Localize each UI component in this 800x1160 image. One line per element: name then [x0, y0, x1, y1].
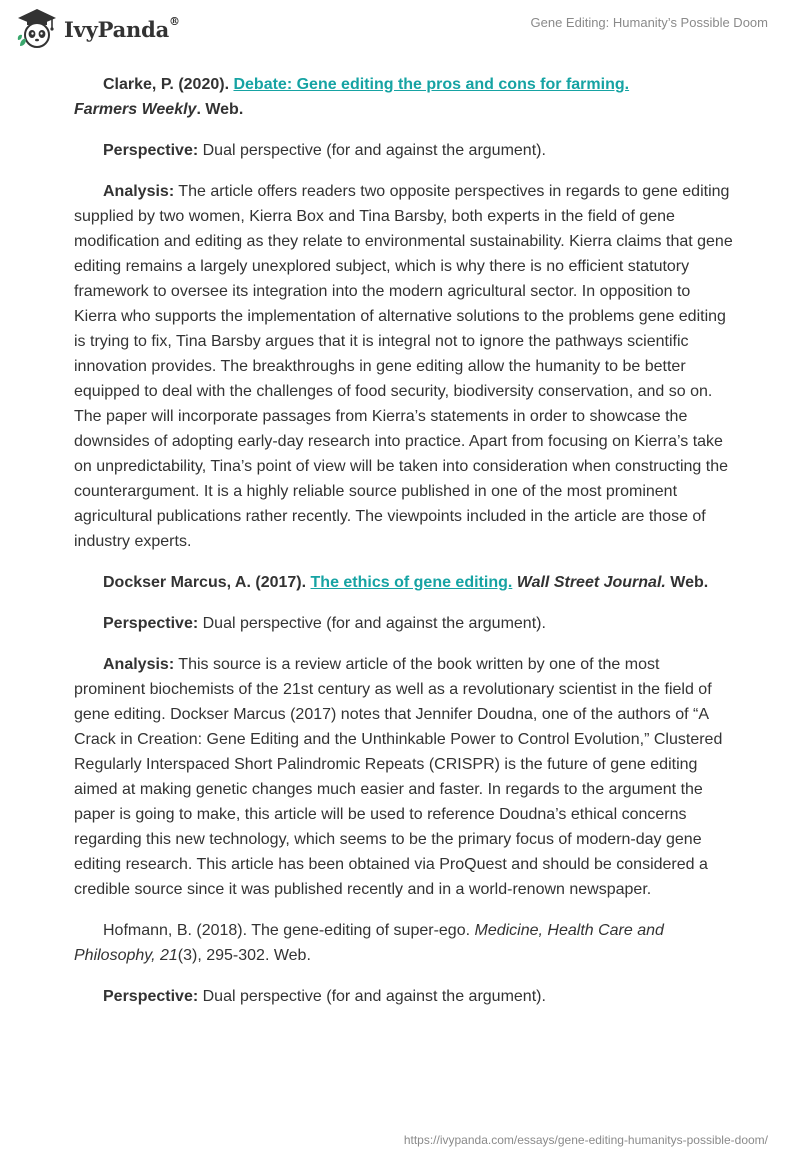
footer-url: https://ivypanda.com/essays/gene-editing-humanitys-possible-doom/ [403, 1133, 768, 1147]
analysis-text: This source is a review article of the book written by one of the most prominent biochemists of the 21st century as well as a revolutionary scientist in the field of gene editing. Dockser Marcus (2017) notes that Jennifer Doudna, one of the authors of “A Crack in Creation: Gene Editing and the Unthinkable Power to Control Evolution,” Clustered Regularly Interspaced Short Palindromic Repeats (CRISPR) is the future of gene editing aimed at making genetic changes much easier and faster. In regards to the argument the paper is going to make, this article will be used to reference Doudna’s ethical concerns regarding this new technology, which seems to be the primary focus of modern-day gene editing research. This article has been obtained via ProQuest and should be considered a credible source since it was published recently and in a world-renown newspaper. [74, 656, 723, 898]
perspective-label: Perspective: [103, 142, 199, 159]
document-body [74, 72, 734, 1025]
perspective-label: Perspective: [103, 988, 199, 1005]
source-link-clarke[interactable]: Debate: Gene editing the pros and cons for farming. [233, 76, 630, 93]
perspective-text: Dual perspective (for and against the argument). [198, 615, 546, 632]
perspective-clarke [74, 138, 734, 163]
registered-mark: ® [169, 14, 180, 28]
perspective-label: Perspective: [103, 615, 199, 632]
perspective-text: Dual perspective (for and against the argument). [198, 142, 546, 159]
citation-journal: Wall Street Journal. [516, 574, 666, 591]
citation-author: Dockser Marcus, A. (2017). [103, 574, 307, 591]
citation-author: Clarke, P. (2020). [103, 76, 230, 93]
citation-journal: Farmers Weekly [74, 101, 197, 118]
logo-text: IvyPanda® [64, 14, 180, 42]
page-header [0, 0, 800, 60]
document-title: Gene Editing: Humanity’s Possible Doom [530, 15, 768, 30]
citation-dockser-marcus [74, 570, 734, 595]
citation-clarke [74, 72, 734, 122]
citation-author: Hofmann, B. (2018). The gene-editing of super-ego. [103, 922, 475, 939]
analysis-label: Analysis: [103, 656, 175, 673]
citation-journal: Medicine, Health Care and Philosophy, 21 [74, 922, 664, 964]
perspective-dockser-marcus [74, 611, 734, 636]
perspective-text: Dual perspective (for and against the argument). [198, 988, 546, 1005]
citation-tail: Web. [670, 574, 709, 591]
analysis-label: Analysis: [103, 183, 175, 200]
citation-tail: (3), 295-302. Web. [177, 947, 311, 964]
ivypanda-logo[interactable] [14, 6, 180, 50]
citation-tail: . Web. [196, 101, 244, 118]
panda-graduation-icon [14, 6, 60, 50]
analysis-dockser-marcus [74, 652, 734, 902]
source-link-dockser-marcus[interactable]: The ethics of gene editing. [310, 574, 513, 591]
perspective-hofmann [74, 984, 734, 1009]
analysis-clarke [74, 179, 734, 554]
analysis-text: The article offers readers two opposite perspectives in regards to gene editing supplied by two women, Kierra Box and Tina Barsby, both experts in the field of gene modification and editing as they relate to environmental sustainability. Kierra claims that gene editing remains a largely unexplored subject, which is why there is no efficient statutory framework to oversee its integration into the modern agricultural sector. In opposition to Kierra who supports the implementation of alternative solutions to the problems gene editing is trying to fix, Tina Barsby argues that it is integral not to ignore the pathways scientific innovation provides. The breakthroughs in gene editing allow the humanity to be better equipped to deal with the challenges of food security, biodiversity conservation, and so on. The paper will incorporate passages from Kierra’s statements in order to showcase the downsides of adopting early-day research into practice. Apart from focusing on Kierra’s take on unpredictability, Tina’s point of view will be taken into consideration when constructing the counterargument. It is a highly reliable source published in one of the most prominent agricultural publications rather recently. The viewpoints included in the article are those of industry experts. [74, 183, 733, 550]
citation-hofmann [74, 918, 734, 968]
